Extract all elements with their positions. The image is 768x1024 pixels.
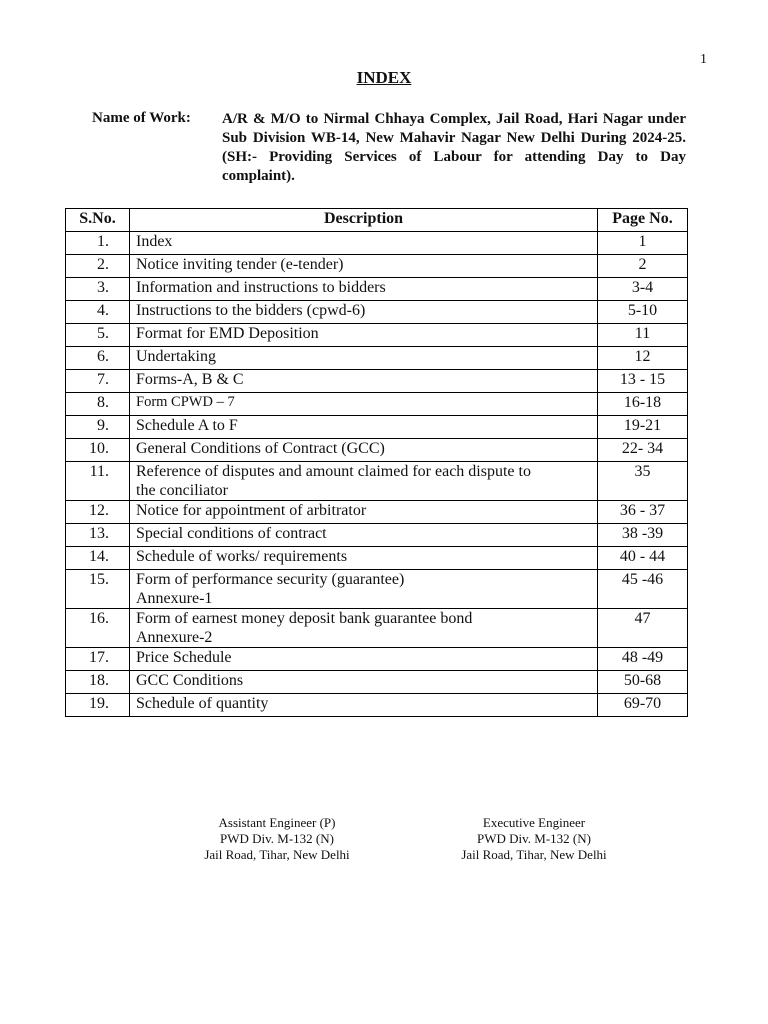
table-row	[66, 648, 688, 671]
row-description-line: Instructions to the bidders (cpwd-6)	[136, 302, 366, 319]
row-sno: 2.	[66, 255, 130, 278]
row-description-line: Undertaking	[136, 348, 216, 365]
signature-address: Jail Road, Tihar, New Delhi	[461, 847, 607, 862]
row-page-no: 12	[598, 347, 688, 370]
row-sno: 7.	[66, 370, 130, 393]
row-description-line: Schedule of works/ requirements	[136, 548, 348, 565]
row-page-no: 40 - 44	[598, 547, 688, 570]
row-page-no: 50-68	[598, 671, 688, 694]
index-table	[65, 208, 688, 717]
table-row	[66, 671, 688, 694]
row-description-line: Special conditions of contract	[136, 525, 327, 542]
name-of-work-label: Name of Work:	[92, 110, 191, 126]
row-description	[130, 547, 598, 570]
page-title: INDEX	[356, 68, 412, 87]
row-sno: 15.	[66, 570, 130, 609]
table-row	[66, 255, 688, 278]
row-page-no: 5-10	[598, 301, 688, 324]
row-description-line: Notice for appointment of arbitrator	[136, 502, 367, 519]
row-description-line: Form CPWD – 7	[136, 394, 235, 410]
row-description	[130, 370, 598, 393]
row-page-no: 48 -49	[598, 648, 688, 671]
table-row	[66, 462, 688, 501]
row-description	[130, 278, 598, 301]
row-page-no: 19-21	[598, 416, 688, 439]
row-page-no: 45 -46	[598, 570, 688, 609]
row-sno: 10.	[66, 439, 130, 462]
signature-block-assistant-engineer	[167, 815, 387, 863]
table-row	[66, 393, 688, 416]
row-description-line: Price Schedule	[136, 649, 232, 666]
header-page-no: Page No.	[598, 209, 688, 232]
header-sno: S.No.	[66, 209, 130, 232]
row-description	[130, 324, 598, 347]
row-page-no: 35	[598, 462, 688, 501]
row-description-line-2: Annexure-2	[136, 629, 213, 646]
row-sno: 17.	[66, 648, 130, 671]
row-page-no: 22- 34	[598, 439, 688, 462]
row-description	[130, 570, 598, 609]
row-description	[130, 232, 598, 255]
row-description	[130, 347, 598, 370]
table-row	[66, 524, 688, 547]
table-row	[66, 232, 688, 255]
row-description-line: Notice inviting tender (e-tender)	[136, 256, 344, 273]
row-description	[130, 671, 598, 694]
row-sno: 16.	[66, 609, 130, 648]
row-sno: 8.	[66, 393, 130, 416]
row-description	[130, 439, 598, 462]
row-sno: 11.	[66, 462, 130, 501]
row-description	[130, 255, 598, 278]
table-row	[66, 347, 688, 370]
table-row	[66, 547, 688, 570]
row-page-no: 16-18	[598, 393, 688, 416]
row-description	[130, 501, 598, 524]
row-page-no: 69-70	[598, 694, 688, 717]
table-row	[66, 439, 688, 462]
row-description-line: Schedule A to F	[136, 417, 238, 434]
page-number: 1	[700, 52, 707, 67]
row-page-no: 38 -39	[598, 524, 688, 547]
row-description-line: GCC Conditions	[136, 672, 244, 689]
signature-designation: Executive Engineer	[482, 815, 586, 830]
row-page-no: 13 - 15	[598, 370, 688, 393]
row-sno: 4.	[66, 301, 130, 324]
row-description	[130, 609, 598, 648]
row-description	[130, 301, 598, 324]
table-row	[66, 370, 688, 393]
signature-block-executive-engineer	[424, 815, 644, 863]
table-row	[66, 324, 688, 347]
table-row	[66, 501, 688, 524]
row-description-line: Form of earnest money deposit bank guarantee bond	[136, 610, 473, 627]
row-sno: 9.	[66, 416, 130, 439]
table-row	[66, 570, 688, 609]
row-description-line: Form of performance security (guarantee)	[136, 571, 405, 588]
row-description	[130, 416, 598, 439]
row-sno: 5.	[66, 324, 130, 347]
table-row	[66, 278, 688, 301]
row-description-line: Reference of disputes and amount claimed for each dispute to	[136, 463, 531, 480]
row-sno: 14.	[66, 547, 130, 570]
row-description	[130, 694, 598, 717]
row-page-no: 47	[598, 609, 688, 648]
row-description-line: Index	[136, 233, 173, 250]
row-description-line: Format for EMD Deposition	[136, 325, 319, 342]
row-sno: 1.	[66, 232, 130, 255]
row-page-no: 36 - 37	[598, 501, 688, 524]
row-sno: 13.	[66, 524, 130, 547]
row-page-no: 2	[598, 255, 688, 278]
row-page-no: 11	[598, 324, 688, 347]
header-description: Description	[130, 209, 598, 232]
row-page-no: 3-4	[598, 278, 688, 301]
row-description	[130, 393, 598, 416]
row-description	[130, 648, 598, 671]
row-description	[130, 462, 598, 501]
row-description-line: Schedule of quantity	[136, 695, 269, 712]
row-sno: 6.	[66, 347, 130, 370]
signature-division: PWD Div. M-132 (N)	[477, 831, 591, 846]
row-sno: 12.	[66, 501, 130, 524]
row-sno: 3.	[66, 278, 130, 301]
row-sno: 19.	[66, 694, 130, 717]
signature-designation: Assistant Engineer (P)	[218, 815, 336, 830]
table-row	[66, 694, 688, 717]
row-description-line: Information and instructions to bidders	[136, 279, 386, 296]
table-row	[66, 301, 688, 324]
table-header-row	[66, 209, 688, 232]
row-description	[130, 524, 598, 547]
row-description-line-2: Annexure-1	[136, 590, 213, 607]
signature-address: Jail Road, Tihar, New Delhi	[204, 847, 350, 862]
table-row	[66, 609, 688, 648]
row-description-line: Forms-A, B & C	[136, 371, 244, 388]
name-of-work-text: A/R & M/O to Nirmal Chhaya Complex, Jail Road, Hari Nagar under Sub Division WB-14, New Mahavir Nagar New Delhi During 2024-25. (SH:- Providing Services of Labour for attending Day to Day complaint).	[222, 111, 686, 184]
row-description-line-2: the conciliator	[136, 482, 228, 499]
row-sno: 18.	[66, 671, 130, 694]
signature-division: PWD Div. M-132 (N)	[220, 831, 334, 846]
row-description-line: General Conditions of Contract (GCC)	[136, 440, 385, 457]
table-row	[66, 416, 688, 439]
row-page-no: 1	[598, 232, 688, 255]
